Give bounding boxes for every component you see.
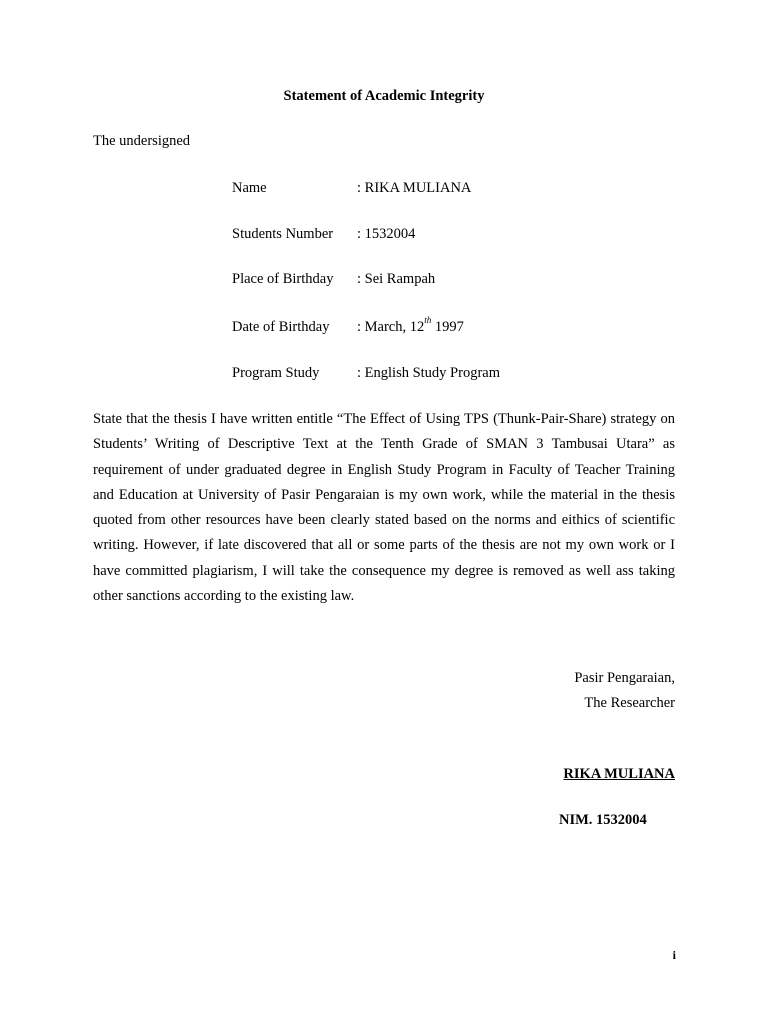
signature-name: RIKA MULIANA [563, 766, 675, 782]
date-year: 1997 [431, 319, 464, 335]
signature-nim: NIM. 1532004 [559, 812, 647, 828]
field-label-name: Name [232, 180, 267, 196]
signature-place: Pasir Pengaraian, [574, 670, 675, 686]
field-label-date-of-birthday: Date of Birthday [232, 319, 330, 335]
field-value-name: : RIKA MULIANA [357, 180, 472, 196]
field-label-students-number: Students Number [232, 226, 334, 242]
document-title: Statement of Academic Integrity [283, 88, 485, 104]
date-prefix: : March, 12 [357, 319, 425, 335]
signature-role: The Researcher [584, 695, 675, 711]
intro-text: The undersigned [93, 133, 191, 149]
field-value-place-of-birthday: : Sei Rampah [357, 271, 436, 287]
field-value-date-of-birthday [357, 315, 464, 336]
field-value-students-number: : 1532004 [357, 226, 416, 242]
field-value-program-study: : English Study Program [357, 365, 500, 381]
field-label-place-of-birthday: Place of Birthday [232, 271, 334, 287]
field-label-program-study: Program Study [232, 365, 320, 381]
date-ordinal-suffix: th [424, 315, 432, 325]
page-number: i [672, 948, 676, 962]
statement-paragraph: State that the thesis I have written entitle “The Effect of Using TPS (Thunk-Pair-Share) strategy on Students’ Writing of Descriptive Text at the Tenth Grade of SMAN 3 Tambusai Utara” as requirement of under graduated degree in English Study Program in Faculty of Teacher Training and Education at University of Pasir Pengaraian is my own work, while the material in the thesis quoted from other resources have been clearly stated based on the norms and eithics of scientific writing. However, if late discovered that all or some parts of the thesis are not my own work or I have committed plagiarism, I will take the consequence my degree is removed as well ass taking other sanctions according to the existing law. [93, 411, 675, 605]
